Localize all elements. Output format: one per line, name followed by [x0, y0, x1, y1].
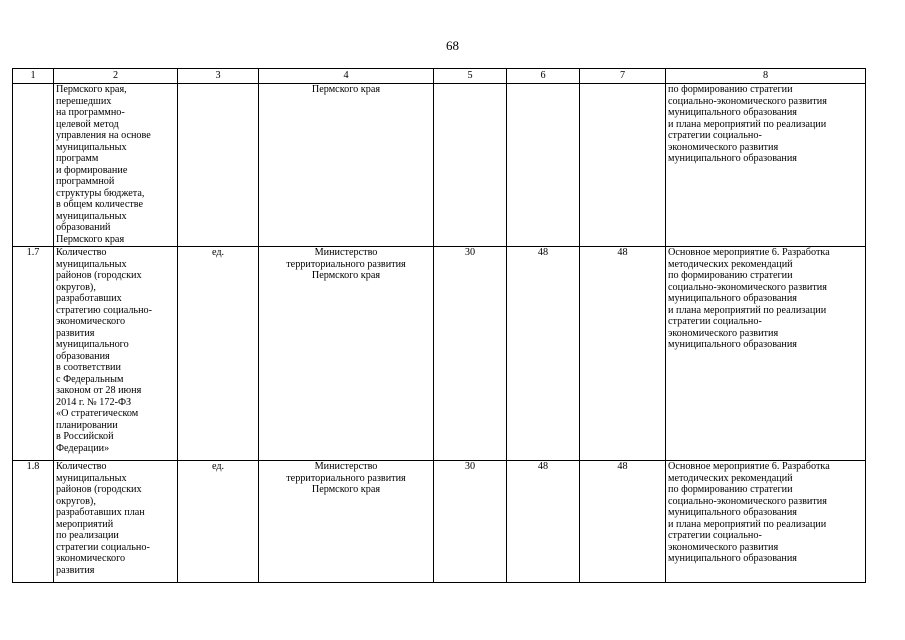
value: 30	[464, 461, 476, 472]
column-header: 6	[507, 69, 580, 84]
column-header: 8	[666, 69, 866, 84]
indicator-name-cell	[54, 84, 178, 247]
value-cell	[507, 461, 580, 583]
value-cell	[507, 247, 580, 461]
column-header: 4	[259, 69, 434, 84]
page-number: 68	[446, 38, 459, 53]
column-header: 1	[13, 69, 54, 84]
indicator-name-cell	[54, 247, 178, 461]
measure-cell	[666, 84, 866, 247]
value-cell	[434, 84, 507, 247]
indicator-name: Количество муниципальных районов (городских округов), разработавших стратегию социально- экономического развития муниципального образования в соответствии с Федеральным законом от 28 июня 2014 г. № 172-ФЗ «О стратегическом планировании в Российской Федерации»	[56, 247, 153, 454]
measure-cell	[666, 461, 866, 583]
responsible-executor: Министерство территориального развития Пермского края	[286, 247, 406, 281]
measure-cell	[666, 247, 866, 461]
value: 48	[617, 461, 628, 472]
responsible-cell	[259, 461, 434, 583]
table-row	[13, 461, 866, 583]
value-cell	[434, 461, 507, 583]
row-number-cell	[13, 461, 54, 583]
column-header: 2	[54, 69, 178, 84]
unit-cell	[178, 461, 259, 583]
responsible-executor: Министерство территориального развития Пермского края	[286, 461, 406, 495]
column-header: 5	[434, 69, 507, 84]
unit: ед.	[211, 247, 225, 258]
table-header-row	[13, 69, 866, 84]
measure-description: Основное мероприятие 6. Разработка методических рекомендаций по формированию стратегии социально-экономического развития муниципального образования и плана мероприятий по реализации стратегии социально- экономического развития муниципального образования	[668, 247, 830, 350]
indicator-name: Пермского края, перешедших на программно- целевой метод управления на основе муниципальных программ и формирование программной структуры бюджета, в общем количестве муниципальных образований Пермского края	[56, 84, 151, 245]
value: 48	[617, 247, 628, 258]
column-header: 3	[178, 69, 259, 84]
value-cell	[434, 247, 507, 461]
responsible-executor: Пермского края	[311, 84, 381, 95]
row-number: 1.8	[26, 461, 40, 472]
indicators-table	[12, 68, 866, 583]
value: 48	[537, 461, 549, 472]
value-cell	[580, 461, 666, 583]
unit-cell	[178, 84, 259, 247]
measure-description: по формированию стратегии социально-экономического развития муниципального образования и плана мероприятий по реализации стратегии социально- экономического развития муниципального образования	[668, 84, 827, 164]
row-number: 1.7	[26, 247, 40, 258]
measure-description: Основное мероприятие 6. Разработка методических рекомендаций по формированию стратегии социально-экономического развития муниципального образования и плана мероприятий по реализации стратегии социально- экономического развития муниципального образования	[668, 461, 830, 564]
unit-cell	[178, 247, 259, 461]
column-header: 7	[580, 69, 666, 84]
value-cell	[507, 84, 580, 247]
table-row	[13, 84, 866, 247]
row-number-cell	[13, 247, 54, 461]
row-number-cell	[13, 84, 54, 247]
value-cell	[580, 84, 666, 247]
unit: ед.	[211, 461, 225, 472]
responsible-cell	[259, 84, 434, 247]
value-cell	[580, 247, 666, 461]
table-row	[13, 247, 866, 461]
indicator-name-cell	[54, 461, 178, 583]
responsible-cell	[259, 247, 434, 461]
indicator-name: Количество муниципальных районов (городских округов), разработавших план мероприятий по реализации стратегии социально- экономического развития	[56, 461, 150, 576]
value: 30	[464, 247, 476, 258]
value: 48	[537, 247, 549, 258]
